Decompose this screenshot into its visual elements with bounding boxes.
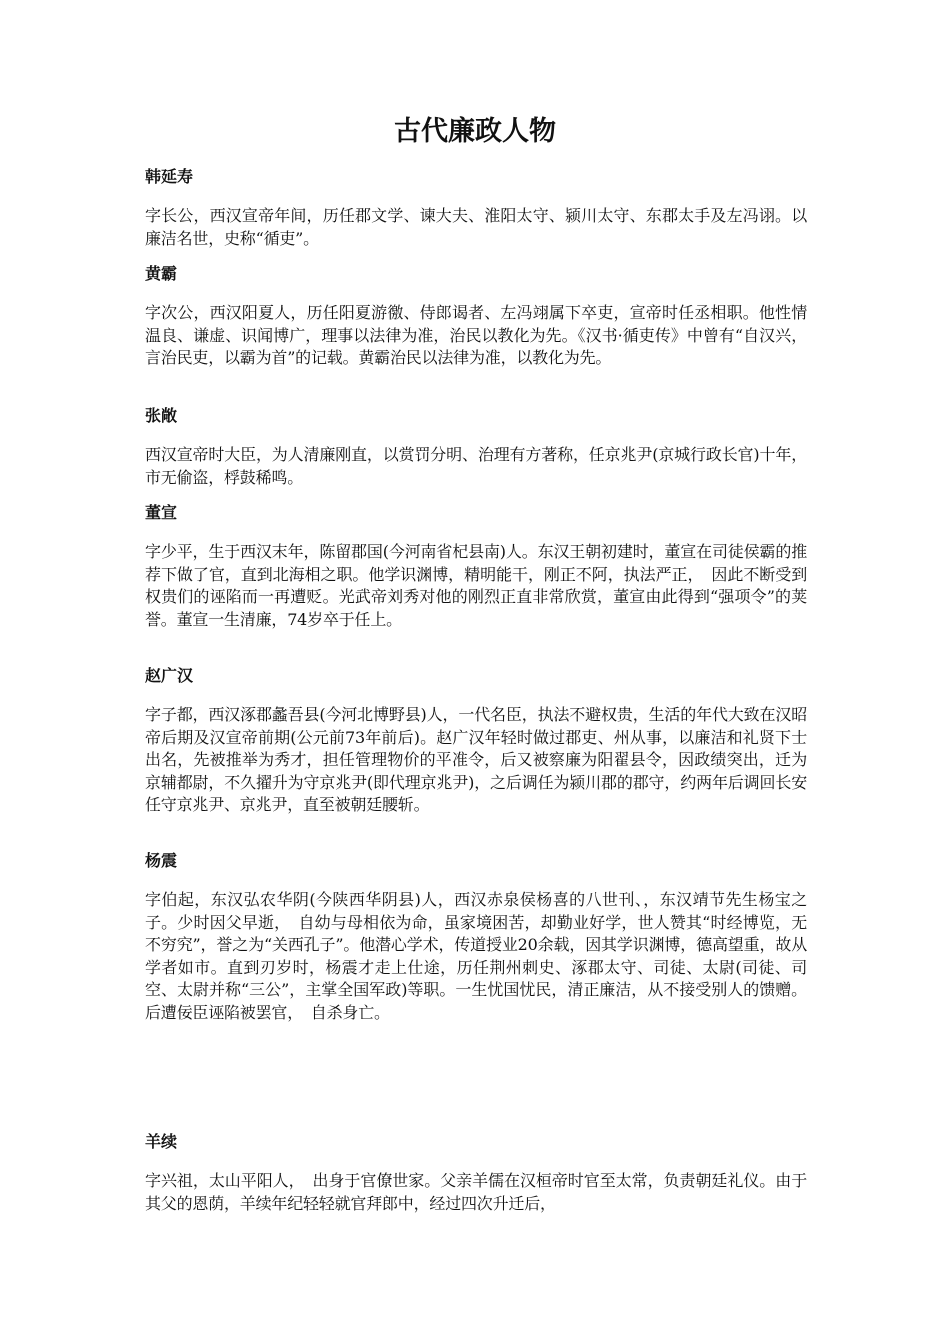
- section-text-yang-zhen: 字伯起，东汉弘农华阴(今陕西华阴县)人，西汉赤泉侯杨喜的八世刊、，东汉靖节先生杨宝之子。少时因父早逝， 自幼与母相依为命，虽家境困苦，却勤业好学，世人赞其“时经博览，无不穷究”，誉之为“关西孔子”。他潜心学术，传道授业20余载，因其学识渊博，德高望重，故从学者如市。直到刃岁时，杨震才走上仕途，历任荆州刺史、涿郡太守、司徒、太尉(司徒、司空、太尉并称“三公”，主掌全国军政)等职。一生忧国忧民，清正廉洁，从不接受别人的馈赠。后遭佞臣诬陷被罢官， 自杀身亡。: [145, 890, 807, 1022]
- section-heading-dong-xuan: 董宣: [145, 503, 178, 522]
- section-heading-zhang-chang: 张敞: [145, 406, 178, 425]
- section-heading-yang-xu: 羊续: [145, 1132, 178, 1151]
- section-text-huang-ba: 字次公，西汉阳夏人，历任阳夏游徼、侍郎谒者、左冯翊属下卒吏，宣帝时任丞相职。他性情温良、谦虚、识闻博广，理事以法律为准，治民以教化为先。《汉书·循吏传》中曾有“自汉兴，言治民吏，以霸为首”的记载。黄霸治民以法律为准，以教化为先。: [145, 303, 807, 367]
- section-text-han-yanshou: 字长公，西汉宣帝年间，历任郡文学、谏大夫、淮阳太守、颍川太守、东郡太手及左冯诩。以廉洁名世，史称“循吏”。: [145, 206, 807, 248]
- section-heading-yang-zhen: 杨震: [145, 851, 178, 870]
- section-text-zhao-guanghan: 字子都，西汉涿郡蠡吾县(今河北博野县)人，一代名臣，执法不避权贵，生活的年代大致在汉昭帝后期及汉宣帝前期(公元前73年前后)。赵广汉年轻时做过郡吏、州从事，以廉洁和礼贤下士出名，先被推举为秀才，担任管理物价的平准令，后又被察廉为阳翟县令，因政绩突出，迁为京辅都尉，不久擢升为守京兆尹(即代理京兆尹)，之后调任为颍川郡的郡守，约两年后调回长安任守京兆尹、京兆尹，直至被朝廷腰斩。: [145, 705, 807, 814]
- section-text-yang-xu: 字兴祖，太山平阳人， 出身于官僚世家。父亲羊儒在汉桓帝时官至太常，负责朝廷礼仪。由于其父的恩荫，羊续年纪轻轻就官拜郎中，经过四次升迁后，: [145, 1171, 807, 1213]
- section-heading-zhao-guanghan: 赵广汉: [145, 666, 194, 685]
- section-text-dong-xuan: 字少平，生于西汉末年，陈留郡国(今河南省杞县南)人。东汉王朝初建时，董宣在司徒侯霸的推荐下做了官，直到北海相之职。他学识渊博，精明能干，刚正不阿，执法严正， 因此不断受到权贵们的诬陷而一再遭贬。光武帝刘秀对他的刚烈正直非常欣赏，董宣由此得到“强项令”的荚誉。董宣一生清廉，74岁卒于任上。: [145, 542, 807, 629]
- page-title: 古代廉政人物: [394, 116, 556, 147]
- section-heading-huang-ba: 黄霸: [145, 264, 178, 283]
- section-text-zhang-chang: 西汉宣帝时大臣，为人清廉刚直，以赏罚分明、治理有方著称，任京兆尹(京城行政长官)十年，市无偷盗，桴鼓稀鸣。: [145, 445, 807, 487]
- section-heading-han-yanshou: 韩延寿: [145, 167, 194, 186]
